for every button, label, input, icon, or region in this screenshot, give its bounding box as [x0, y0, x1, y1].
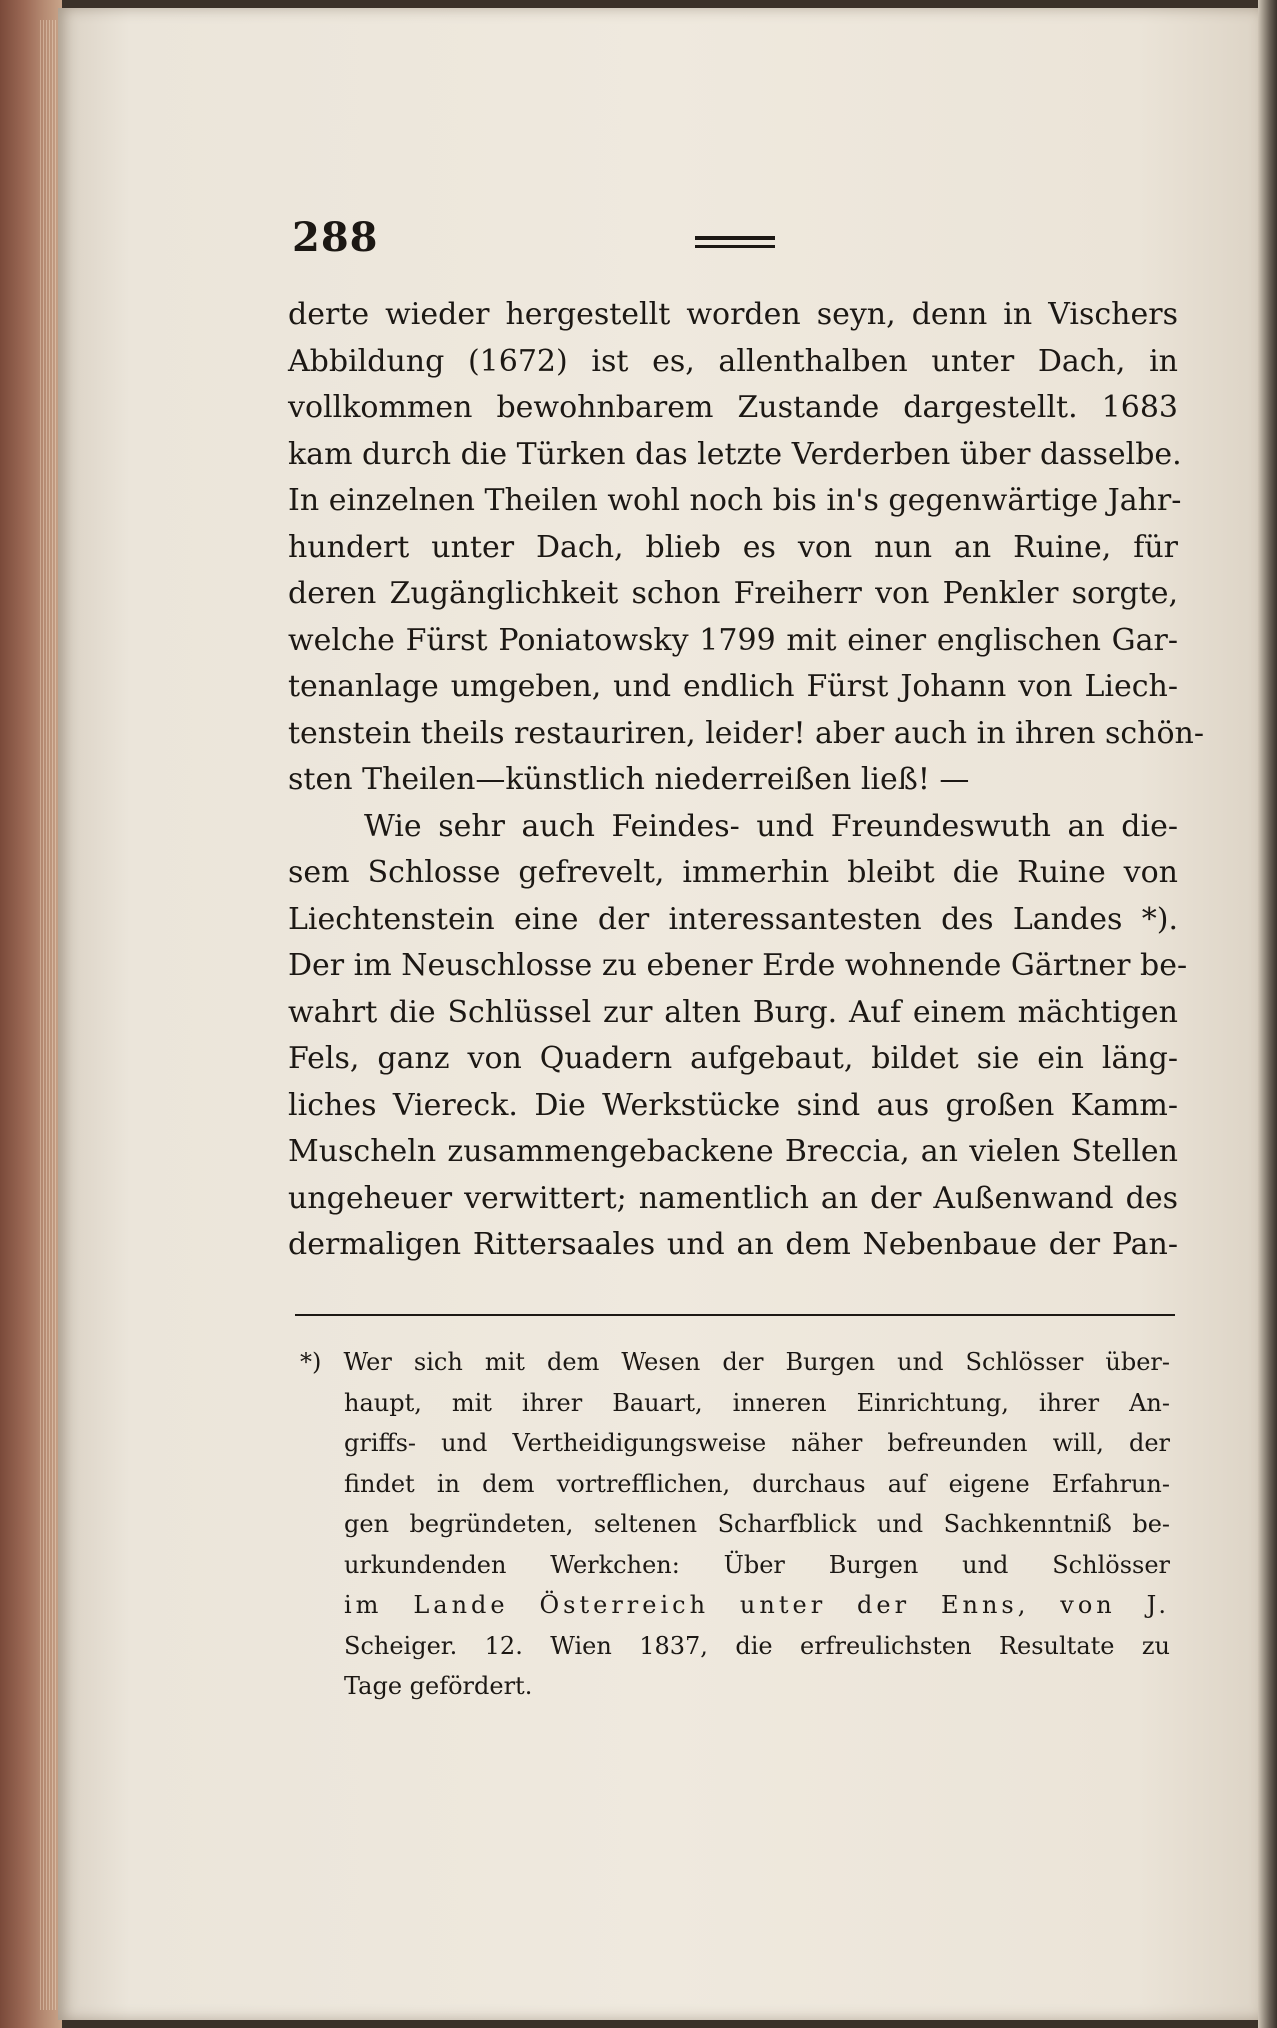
- footnote-line: Scheiger. 12. Wien 1837, die erfreulichsten Resultate zu: [344, 1631, 1170, 1660]
- text-line: deren Zugänglichkeit schon Freiherr von Penkler sorgte,: [288, 576, 1178, 611]
- text-line: welche Fürst Poniatowsky 1799 mit einer englischen Gar-: [288, 622, 1178, 658]
- page-content: [280, 200, 1204, 1262]
- text-line: vollkommen bewohnbarem Zustande dargestellt. 1683: [288, 390, 1178, 425]
- footnote-divider: [295, 1314, 1175, 1316]
- text-line: Liechtenstein eine der interessantesten des Landes *).: [288, 901, 1178, 937]
- footnote-line: griffs- und Vertheidigungsweise näher befreunden will, der: [344, 1429, 1170, 1457]
- footnote-line: im Lande Österreich unter der Enns, von J.: [344, 1591, 1170, 1619]
- main-text: [288, 292, 1204, 1269]
- book-spine-edge: [0, 0, 62, 2028]
- text-line: Abbildung (1672) ist es, allenthalben unter Dach, in: [288, 343, 1178, 379]
- footnote: [300, 1342, 1170, 1707]
- footnote-line: *) Wer sich mit dem Wesen der Burgen und Schlösser über-: [300, 1348, 1170, 1376]
- text-line: sten Theilen—künstlich niederreißen ließ! —: [288, 762, 970, 797]
- text-line: dermaligen Rittersaales und an dem Nebenbaue der Pan-: [288, 1227, 1178, 1262]
- text-line: ungeheuer verwittert; namentlich an der Außenwand des: [288, 1180, 1178, 1216]
- text-line: tenstein theils restauriren, leider! aber auch in ihren schön-: [288, 715, 1204, 751]
- page-number: 288: [292, 214, 379, 261]
- text-line: Muscheln zusammengebackene Breccia, an vielen Stellen: [288, 1134, 1178, 1169]
- header-ornament-rule: [695, 236, 775, 248]
- text-line: liches Viereck. Die Werkstücke sind aus großen Kamm-: [288, 1087, 1178, 1123]
- text-line: hundert unter Dach, blieb es von nun an Ruine, für: [288, 529, 1178, 565]
- text-line: tenanlage umgeben, und endlich Fürst Johann von Liech-: [288, 669, 1178, 704]
- page-header: [280, 200, 1180, 270]
- footnote-line: haupt, mit ihrer Bauart, inneren Einrichtung, ihrer An-: [344, 1388, 1170, 1417]
- text-line: kam durch die Türken das letzte Verderben über dasselbe.: [288, 436, 1182, 472]
- text-line: wahrt die Schlüssel zur alten Burg. Auf einem mächtigen: [288, 994, 1178, 1030]
- text-line: Der im Neuschlosse zu ebener Erde wohnende Gärtner be-: [288, 948, 1188, 983]
- footnote-line: urkundenden Werkchen: Über Burgen und Schlösser: [344, 1550, 1170, 1579]
- text-line: In einzelnen Theilen wohl noch bis in's gegenwärtige Jahr-: [288, 483, 1182, 518]
- footnote-line: Tage gefördert.: [344, 1672, 533, 1700]
- right-page-edge: [1258, 0, 1277, 2028]
- footnote-line: gen begründeten, seltenen Scharfblick und Sachkenntniß be-: [344, 1510, 1170, 1538]
- text-line: Wie sehr auch Feindes- und Freundeswuth an die-: [364, 808, 1178, 844]
- text-line: sem Schlosse gefrevelt, immerhin bleibt die Ruine von: [288, 855, 1178, 890]
- footnote-line: findet in dem vortrefflichen, durchaus auf eigene Erfahrun-: [344, 1469, 1170, 1498]
- text-line: derte wieder hergestellt worden seyn, denn in Vischers: [288, 297, 1178, 332]
- text-line: Fels, ganz von Quadern aufgebaut, bildet sie ein läng-: [288, 1041, 1178, 1076]
